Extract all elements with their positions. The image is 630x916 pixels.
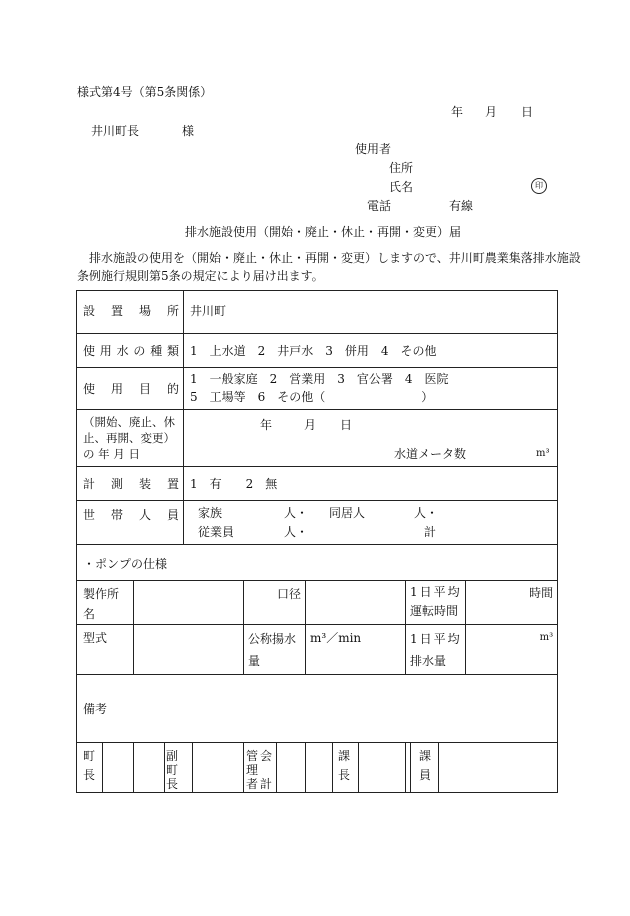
approval-mayor-label: 町 長 [83, 749, 96, 782]
purpose-options-cell[interactable] [184, 368, 558, 410]
total-label: 計 [424, 525, 437, 539]
date-row-year: 年 [260, 418, 273, 432]
maker-value-cell[interactable] [134, 581, 244, 625]
approval-section-chief-cell [306, 743, 406, 793]
location-label-cell [77, 291, 184, 334]
date-label-line-3: の 年 月 日 [83, 447, 140, 461]
capacity-label-cell [244, 625, 306, 675]
model-label: 型式 [83, 631, 108, 645]
daily-drain-label-line-1: 1日平均 [410, 632, 462, 646]
applicant-name-label: 氏名 [389, 180, 414, 194]
approval-staff-label: 課 員 [419, 749, 432, 782]
approval-section-divider-right [358, 743, 359, 792]
approval-deputy-cell [134, 743, 244, 793]
purpose-options-line-1: 1 一般家庭 2 営業用 3 官公署 4 医院 [190, 372, 449, 386]
bore-label-cell [244, 581, 306, 625]
capacity-label-line-1: 公称揚水 [248, 632, 297, 646]
applicant-cable-label: 有線 [449, 199, 474, 213]
capacity-value-cell[interactable] [306, 625, 406, 675]
location-label: 設 置 場 所 [83, 304, 179, 318]
water-type-options-cell[interactable] [184, 334, 558, 368]
water-type-label-cell [77, 334, 184, 368]
capacity-unit: m³／min [310, 631, 362, 645]
location-value-cell[interactable] [184, 291, 558, 334]
daily-hours-label-line-1: 1日平均 [410, 585, 462, 599]
remarks-cell[interactable] [77, 675, 558, 743]
pump-heading: ・ポンプの仕様 [83, 557, 168, 571]
addressee-mayor: 井川町長 [91, 124, 140, 138]
approval-staff-divider-right [438, 743, 439, 792]
bore-value-cell[interactable] [306, 581, 406, 625]
capacity-label-line-2: 量 [248, 654, 261, 668]
maker-label-cell [77, 581, 134, 625]
device-options-cell[interactable] [184, 467, 558, 501]
employee-label: 従業員 [198, 525, 235, 539]
employee-person-unit: 人・ [284, 525, 309, 539]
addressee-honorific: 様 [182, 124, 195, 138]
daily-drain-label-cell [406, 625, 466, 675]
water-meter-unit: m³ [536, 448, 550, 459]
intro-line-1: 排水施設の使用を（開始・廃止・休止・再開・変更）しますので、井川町農業集落排水施設 [89, 251, 581, 265]
purpose-options-line-2: 5 工場等 6 その他（ ） [190, 390, 434, 404]
applicant-user-label: 使用者 [355, 142, 392, 156]
approval-deputy-divider-right [192, 743, 193, 792]
model-value-cell[interactable] [134, 625, 244, 675]
household-value-cell[interactable] [184, 501, 558, 545]
water-meter-label: 水道メータ数 [394, 447, 467, 461]
date-row-month: 月 [304, 418, 317, 432]
date-row-day: 日 [340, 418, 353, 432]
approval-manager-divider [276, 743, 277, 792]
location-value: 井川町 [190, 304, 227, 318]
hours-unit: 時間 [529, 586, 554, 600]
daily-drain-value-cell[interactable] [466, 625, 558, 675]
applicant-address-label: 住所 [389, 161, 414, 175]
application-table [76, 290, 558, 793]
purpose-label-cell [77, 368, 184, 410]
model-label-cell [77, 625, 134, 675]
date-label-line-1: （開始、廃止、休 [83, 415, 175, 429]
device-options: 1 有 2 無 [190, 477, 278, 491]
approval-section-divider-left [332, 743, 333, 792]
approval-deputy-divider-left [164, 743, 165, 792]
household-label-cell [77, 501, 184, 545]
date-month-label: 月 [485, 105, 498, 119]
seal-mark: 印 [531, 178, 547, 194]
approval-staff-divider-left [410, 743, 411, 792]
approval-mayor-divider [102, 743, 103, 792]
cohabitant-person-unit: 人・ [414, 506, 439, 520]
date-label-line-2: 止、再開、変更） [83, 431, 175, 445]
water-type-options: 1 上水道 2 井戸水 3 併用 4 その他 [190, 344, 437, 358]
approval-manager-cell [244, 743, 306, 793]
date-day-label: 日 [521, 105, 534, 119]
remarks-label: 備考 [83, 702, 108, 716]
approval-deputy-label: 副 町 長 [166, 749, 179, 791]
daily-hours-label-cell [406, 581, 466, 625]
drain-unit: m³ [539, 632, 554, 643]
household-label: 世 帯 人 員 [83, 508, 179, 522]
pump-heading-cell [77, 545, 558, 581]
device-label-cell [77, 467, 184, 501]
approval-manager-label: 管 会 理 者 計 [246, 749, 272, 791]
approval-mayor-cell [77, 743, 134, 793]
device-label: 計 測 装 置 [83, 477, 179, 491]
family-label: 家族 [198, 506, 223, 520]
intro-line-2: 条例施行規則第5条の規定により届け出ます。 [77, 269, 324, 283]
form-number: 様式第4号（第5条関係） [77, 85, 213, 99]
cohabitant-label: 同居人 [329, 506, 366, 520]
maker-label: 製作所名 [83, 587, 120, 621]
document-title: 排水施設使用（開始・廃止・休止・再開・変更）届 [185, 225, 462, 239]
date-value-cell[interactable] [184, 410, 558, 467]
applicant-phone-label: 電話 [367, 199, 392, 213]
water-type-label: 使 用 水 の 種 類 [83, 344, 179, 358]
bore-label: 口径 [276, 587, 301, 601]
purpose-label: 使 用 目 的 [83, 382, 179, 396]
daily-hours-label-line-2: 運転時間 [410, 604, 459, 618]
daily-drain-label-line-2: 排水量 [410, 654, 447, 668]
approval-section-chief-label: 課 長 [338, 749, 351, 782]
date-year-label: 年 [451, 105, 464, 119]
approval-staff-cell [406, 743, 558, 793]
date-label-cell [77, 410, 184, 467]
daily-hours-value-cell[interactable] [466, 581, 558, 625]
family-person-unit: 人・ [284, 506, 309, 520]
